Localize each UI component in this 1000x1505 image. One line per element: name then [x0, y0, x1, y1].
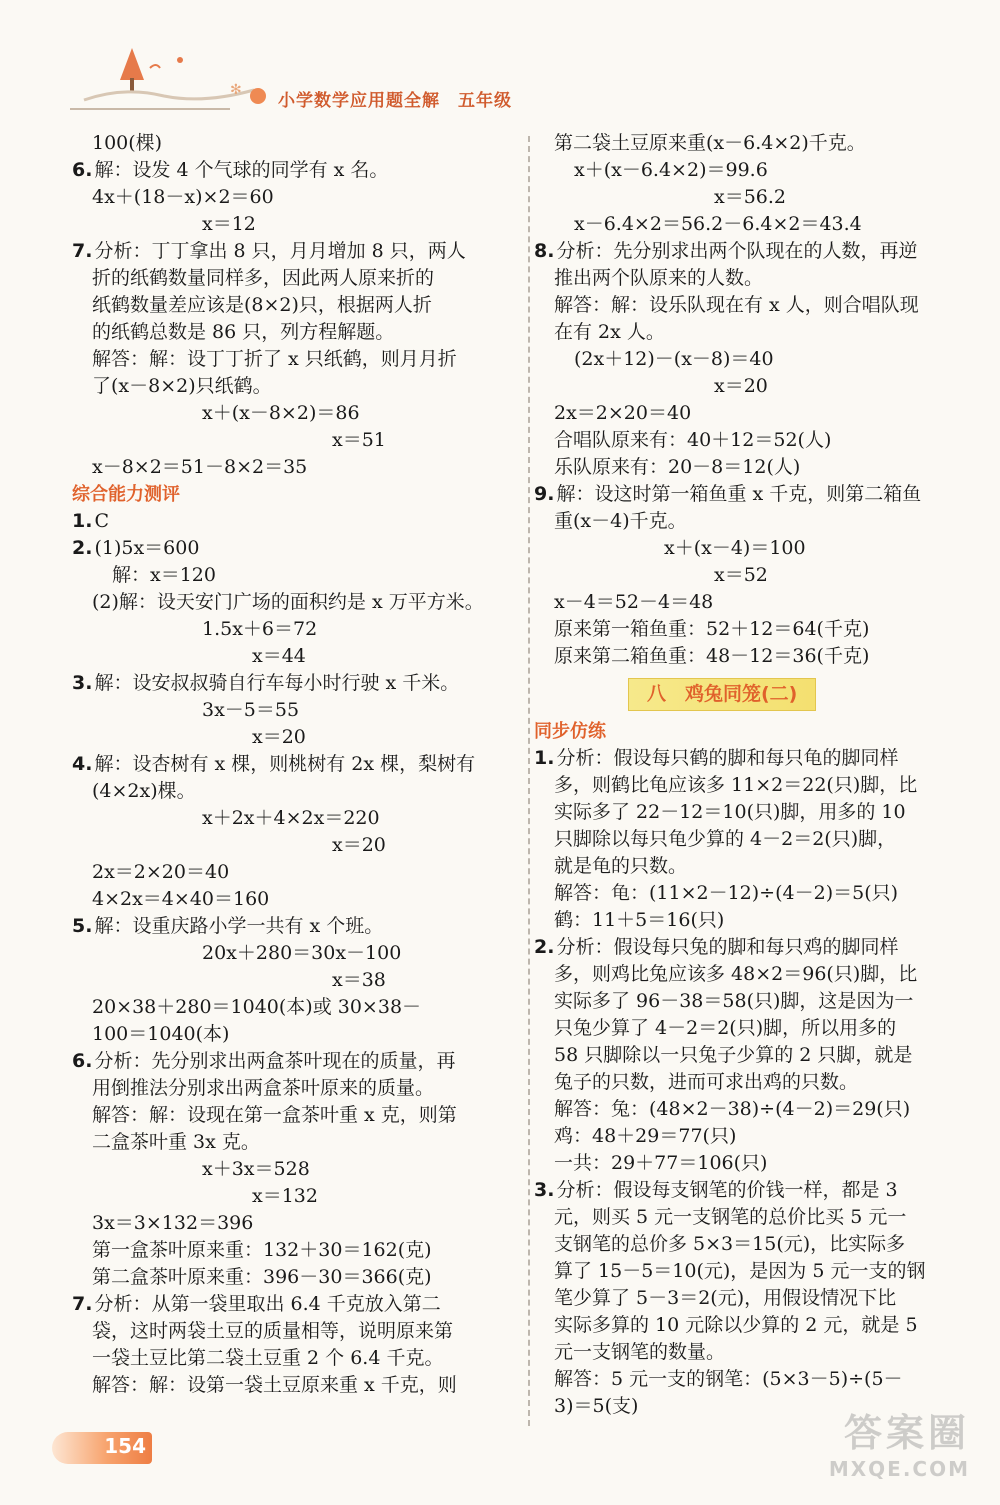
tree-decoration-icon	[80, 38, 260, 118]
page-number-tab	[52, 1432, 152, 1464]
exercise-3: 3. 分析：假设每支钢笔的价钱一样，都是 3	[534, 1179, 898, 1201]
text-line: 第二袋土豆原来重(x－6.4×2)千克。	[554, 132, 866, 154]
text-line: 100(棵)	[92, 132, 163, 154]
text-line: 只脚除以每只龟少算的 4－2＝2(只)脚，	[554, 828, 897, 850]
equation: x＝52	[714, 564, 768, 586]
problem-7: 7. 分析：丁丁拿出 8 只，月月增加 8 只，两人	[72, 240, 466, 262]
text-line: 多，则鸡比兔应该多 48×2＝96(只)脚，比	[554, 963, 918, 985]
equation: 100＝1040(本)	[92, 1023, 230, 1045]
question-4: 4. 解：设杏树有 x 棵，则桃树有 2x 棵，梨树有	[72, 753, 476, 775]
text-line: 兔子的只数，进而可求出鸡的只数。	[554, 1071, 859, 1093]
equation: x＋2x＋4×2x＝220	[202, 807, 380, 829]
question-1: 1. C	[72, 510, 109, 532]
text-line: 袋，这时两袋土豆的质量相等，说明原来第	[92, 1320, 454, 1342]
text-line: 合唱队原来有：40＋12＝52(人)	[554, 429, 832, 451]
chapter-title: 八 鸡兔同笼(二)	[628, 678, 816, 711]
text-line: 就是龟的只数。	[554, 855, 688, 877]
text-line: 鸡：48＋29＝77(只)	[554, 1125, 737, 1147]
question-6: 6. 分析：先分别求出两盒茶叶现在的质量，再	[72, 1050, 456, 1072]
problem-8: 8. 分析：先分别求出两个队现在的人数，再逆	[534, 240, 918, 262]
equation: x＝20	[252, 726, 306, 748]
equation: (2x＋12)－(x－8)＝40	[574, 348, 774, 370]
chapter-banner	[554, 670, 969, 718]
question-5: 5. 解：设重庆路小学一共有 x 个班。	[72, 915, 384, 937]
text-line: 实际多了 22－12＝10(只)脚，用多的 10	[554, 801, 906, 823]
watermark	[829, 1402, 970, 1481]
equation: x＝132	[252, 1185, 318, 1207]
equation: x＝20	[332, 834, 386, 856]
text-line: 笔少算了 5－3＝2(元)，用假设情况下比	[554, 1287, 897, 1309]
equation: x＝38	[332, 969, 386, 991]
text-line: 用倒推法分别求出两盒茶叶原来的质量。	[92, 1077, 435, 1099]
text-line: (4×2x)棵。	[92, 780, 196, 802]
equation: 1.5x＋6＝72	[202, 618, 318, 640]
equation: 20x＋280＝30x－100	[202, 942, 402, 964]
exercise-2: 2. 分析：假设每只兔的脚和每只鸡的脚同样	[534, 936, 899, 958]
equation: 3x＝3×132＝396	[92, 1212, 254, 1234]
equation: x＋3x＝528	[202, 1158, 310, 1180]
text-line: 了(x－8×2)只纸鹤。	[92, 375, 272, 397]
section-heading: 综合能力测评	[72, 484, 180, 505]
text-line: 第二盒茶叶原来重：396－30＝366(克)	[92, 1266, 432, 1288]
text-line: (2)解：设天安门广场的面积约是 x 万平方米。	[92, 591, 484, 613]
question-2: 2. (1)5x＝600	[72, 537, 200, 559]
text-line: 乐队原来有：20－8＝12(人)	[554, 456, 801, 478]
text-line: 折的纸鹤数量同样多，因此两人原来折的	[92, 267, 435, 289]
watermark-url: MXQE.COM	[828, 1457, 970, 1481]
equation: x－4＝52－4＝48	[554, 591, 714, 613]
equation: 2x＝2×20＝40	[92, 861, 230, 883]
text-line: 一共：29＋77＝106(只)	[554, 1152, 768, 1174]
text-line: 二盒茶叶重 3x 克。	[92, 1131, 260, 1153]
equation: x＝56.2	[714, 186, 787, 208]
equation: x＋(x－6.4×2)＝99.6	[574, 159, 768, 181]
equation: x＝51	[332, 429, 386, 451]
page-number: 154	[104, 1434, 146, 1458]
exercise-1: 1. 分析：假设每只鹤的脚和每只龟的脚同样	[534, 747, 899, 769]
equation: 2x＝2×20＝40	[554, 402, 692, 424]
book-title: 小学数学应用题全解 五年级	[278, 91, 512, 111]
equation: 20×38＋280＝1040(本)或 30×38－	[92, 996, 422, 1018]
left-column	[72, 130, 512, 1399]
problem-6: 6. 解：设发 4 个气球的同学有 x 名。	[72, 159, 389, 181]
column-divider	[528, 136, 530, 1426]
question-7: 7. 分析：从第一袋里取出 6.4 千克放入第二	[72, 1293, 441, 1315]
text-line: 解答：龟：(11×2－12)÷(4－2)＝5(只)	[554, 882, 899, 904]
equation: x＝20	[714, 375, 768, 397]
text-line: 解答：兔：(48×2－38)÷(4－2)＝29(只)	[554, 1098, 911, 1120]
equation: 3x－5＝55	[202, 699, 300, 721]
equation: 4x＋(18－x)×2＝60	[92, 186, 274, 208]
text-line: 解：x＝120	[112, 564, 216, 586]
equation: x＝44	[252, 645, 306, 667]
text-line: 鹤：11＋5＝16(只)	[554, 909, 725, 931]
header-rule	[70, 108, 230, 110]
text-line: 解答：解：设乐队现在有 x 人，则合唱队现	[554, 294, 919, 316]
text-line: 元一支钢笔的数量。	[554, 1341, 726, 1363]
text-line: 多，则鹤比龟应该多 11×2＝22(只)脚，比	[554, 774, 918, 796]
question-3: 3. 解：设安叔叔骑自行车每小时行驶 x 千米。	[72, 672, 460, 694]
text-line: 解答：解：设第一袋土豆原来重 x 千克，则	[92, 1374, 457, 1396]
text-line: 算了 15－5＝10(元)，是因为 5 元一支的钢	[554, 1260, 926, 1282]
text-line: 元，则买 5 元一支钢笔的总价比买 5 元一	[554, 1206, 907, 1228]
text-line: 重(x－4)千克。	[554, 510, 687, 532]
text-line: 3)＝5(支)	[554, 1395, 639, 1417]
text-line: 原来第二箱鱼重：48－12＝36(千克)	[554, 645, 870, 667]
right-column	[534, 130, 969, 1420]
text-line: 解答：解：设丁丁折了 x 只纸鹤，则月月折	[92, 348, 457, 370]
equation: x－6.4×2＝56.2－6.4×2＝43.4	[574, 213, 862, 235]
text-line: 的纸鹤总数是 86 只，列方程解题。	[92, 321, 395, 343]
equation: x＋(x－8×2)＝86	[202, 402, 360, 424]
problem-9: 9. 解：设这时第一箱鱼重 x 千克，则第二箱鱼	[534, 483, 922, 505]
watermark-logo-text: 答案圈	[843, 1411, 970, 1455]
text-line: 一袋土豆比第二袋土豆重 2 个 6.4 千克。	[92, 1347, 444, 1369]
text-line: 实际多算的 10 元除以少算的 2 元，就是 5	[554, 1314, 918, 1336]
text-line: 纸鹤数量差应该是(8×2)只，根据两人折	[92, 294, 432, 316]
sparkle-icon: ✻	[230, 82, 242, 98]
equation: x＋(x－4)＝100	[664, 537, 806, 559]
text-line: 只兔少算了 4－2＝2(只)脚，所以用多的	[554, 1017, 897, 1039]
text-line: 58 只脚除以一只兔子少算的 2 只脚，就是	[554, 1044, 913, 1066]
text-line: 解答：解：设现在第一盒茶叶重 x 克，则第	[92, 1104, 457, 1126]
text-line: 实际多了 96－38＝58(只)脚，这是因为一	[554, 990, 914, 1012]
section-heading: 同步仿练	[534, 721, 606, 742]
text-line: 解答：5 元一支的钢笔：(5×3－5)÷(5－	[554, 1368, 903, 1390]
page-header	[40, 38, 960, 118]
text-line: 原来第一箱鱼重：52＋12＝64(千克)	[554, 618, 870, 640]
text-line: 在有 2x 人。	[554, 321, 665, 343]
text-line: 推出两个队原来的人数。	[554, 267, 764, 289]
equation: x－8×2＝51－8×2＝35	[92, 456, 308, 478]
equation: x＝12	[202, 213, 256, 235]
text-line: 第一盒茶叶原来重：132＋30＝162(克)	[92, 1239, 432, 1261]
equation: 4×2x＝4×40＝160	[92, 888, 270, 910]
text-line: 支钢笔的总价多 5×3＝15(元)，比实际多	[554, 1233, 906, 1255]
header-dot-icon	[250, 88, 266, 104]
